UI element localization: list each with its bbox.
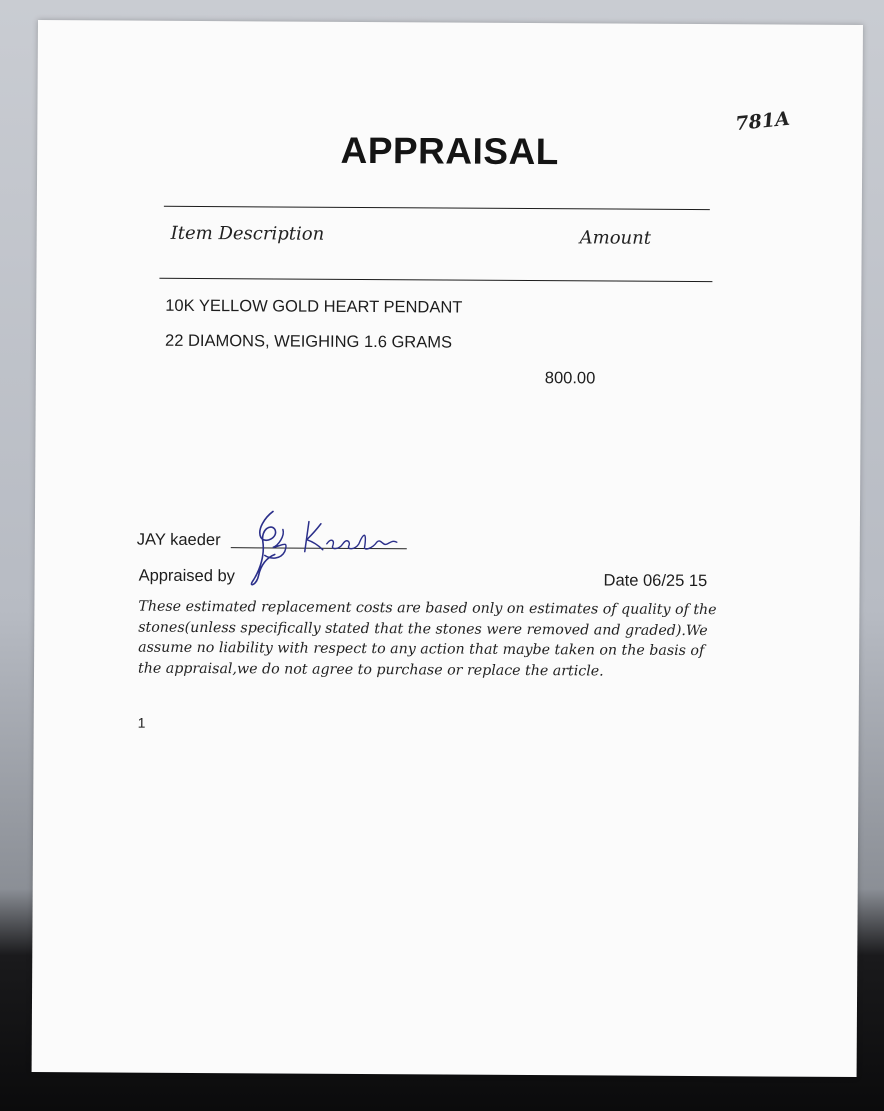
appraisal-sheet: [32, 20, 863, 1077]
item-description-header: Item Description: [170, 222, 325, 245]
disclaimer-text: These estimated replacement costs are based only on estimates of quality of the stones(unless specifically stated that the stones were removed and graded).We assume no liability with respect to any action that maybe taken on the basis of the appraisal,we do not agree to purchase or replace the article.: [137, 598, 717, 679]
item-line-2: 22 DIAMONS, WEIGHING 1.6 GRAMS: [164, 331, 453, 352]
page-number: 1: [137, 714, 146, 731]
amount-header: Amount: [579, 227, 652, 249]
handwritten-tag: 781A: [734, 107, 791, 136]
appraised-by-label: Appraised by: [138, 566, 235, 586]
signature-image: [234, 499, 425, 595]
header-bottom-rule: [159, 278, 712, 282]
appraisal-date: Date 06/25 15: [603, 571, 708, 591]
appraiser-name: JAY kaeder: [136, 530, 221, 550]
item-amount: 800.00: [544, 369, 596, 388]
document-title: APPRAISAL: [340, 129, 559, 173]
header-top-rule: [164, 206, 710, 210]
item-line-1: 10K YELLOW GOLD HEART PENDANT: [165, 296, 463, 317]
